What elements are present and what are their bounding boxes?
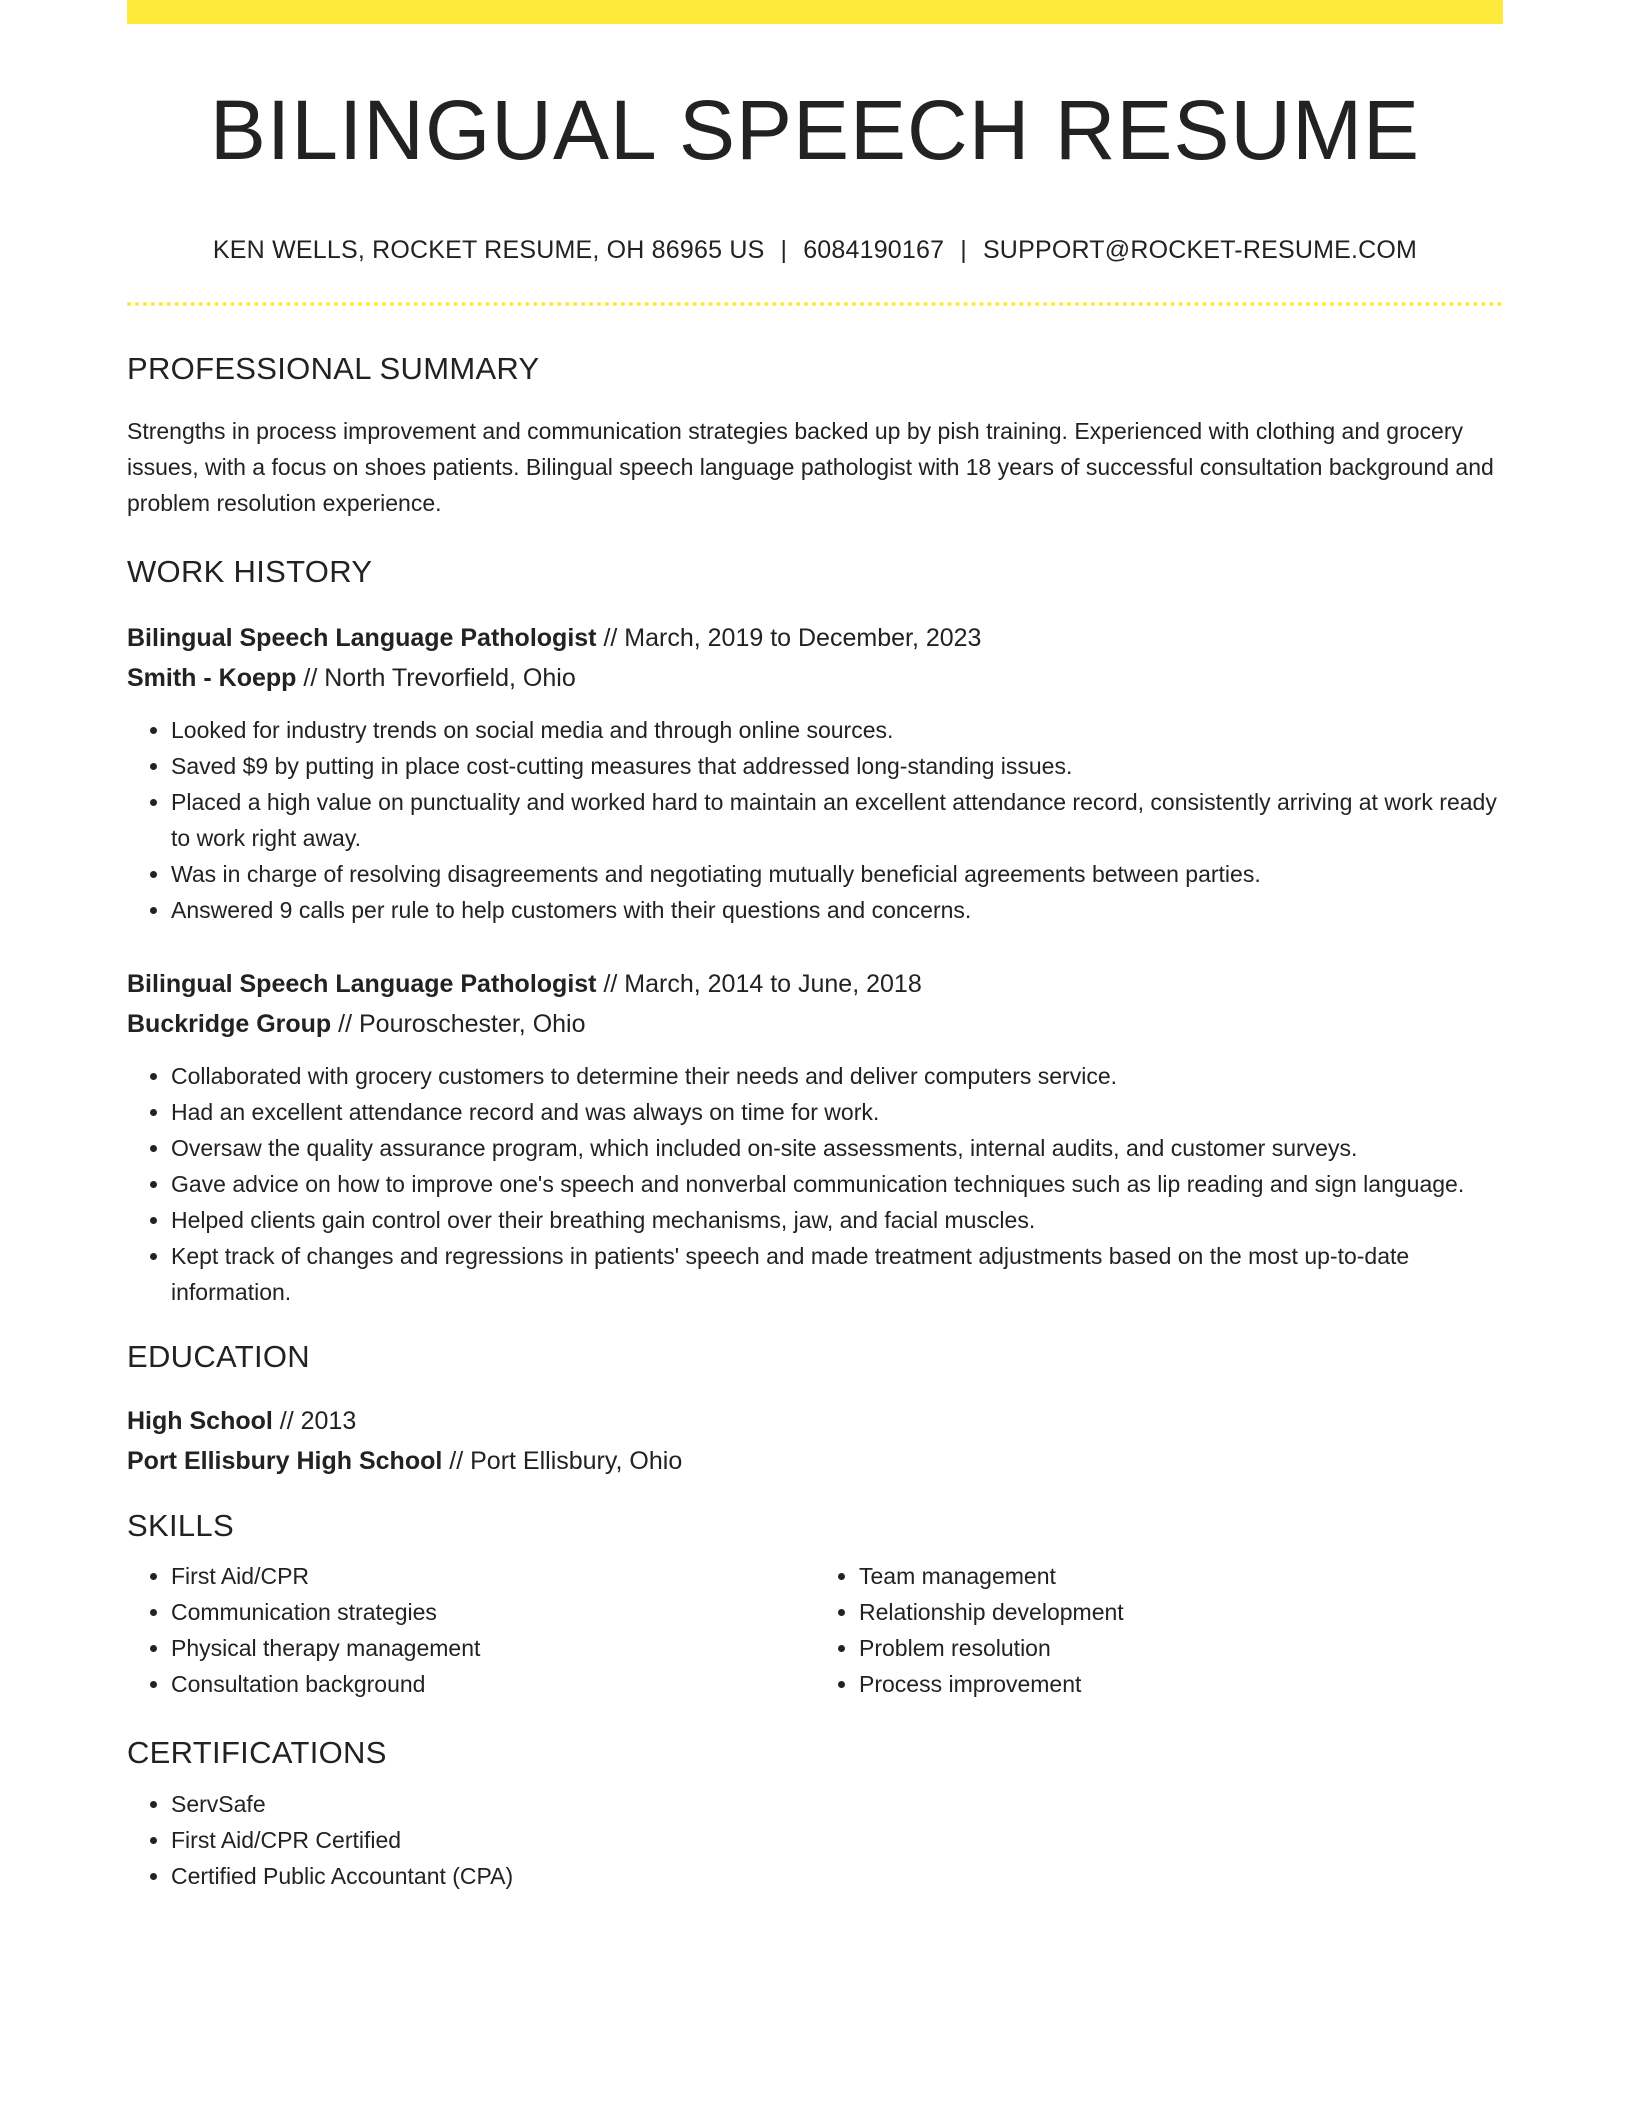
separator: //: [442, 1447, 471, 1476]
separator: //: [331, 1009, 359, 1038]
separator: //: [296, 663, 325, 692]
contact-address: KEN WELLS, ROCKET RESUME, OH 86965 US: [212, 235, 765, 264]
list-item: • Placed a high value on punctuality and worked hard to maintain an excellent attendance record, consistently arriving at work ready to work right away.: [171, 784, 1503, 856]
list-item: • First Aid/CPR Certified: [171, 1822, 1503, 1858]
dotted-divider: [127, 302, 1503, 306]
education-degree-line: [127, 1401, 1503, 1441]
resume-page: [127, 0, 1503, 1894]
list-item: • Relationship development: [859, 1594, 1503, 1630]
list-item: • Team management: [859, 1558, 1503, 1594]
skills-heading: SKILLS: [127, 1508, 234, 1544]
education-heading: EDUCATION: [127, 1338, 310, 1374]
education-location: Port Ellisbury, Ohio: [470, 1447, 683, 1476]
list-item: • Problem resolution: [859, 1630, 1503, 1666]
list-item: • Collaborated with grocery customers to determine their needs and deliver computers service.: [171, 1058, 1503, 1094]
summary-heading: PROFESSIONAL SUMMARY: [127, 350, 540, 386]
education-year: 2013: [300, 1407, 357, 1436]
job-title-line: [127, 618, 1503, 658]
job-company-line: [127, 1004, 1503, 1044]
job-title: Bilingual Speech Language Pathologist: [127, 623, 597, 652]
job-company: Smith - Koepp: [127, 663, 297, 692]
work-history-heading: WORK HISTORY: [127, 553, 373, 589]
education-school-line: [127, 1441, 1503, 1481]
list-item: • First Aid/CPR: [171, 1558, 815, 1594]
job-company-line: [127, 658, 1503, 698]
job-title-line: [127, 964, 1503, 1004]
list-item: • Physical therapy management: [171, 1630, 815, 1666]
resume-title: BILINGUAL SPEECH RESUME: [209, 83, 1421, 177]
list-item: • Kept track of changes and regressions in patients' speech and made treatment adjustments based on the most up-to-date information.: [171, 1238, 1503, 1310]
skills-columns: [127, 1544, 1503, 1702]
list-item: • Communication strategies: [171, 1594, 815, 1630]
list-item: • Consultation background: [171, 1666, 815, 1702]
list-item: • Looked for industry trends on social media and through online sources.: [171, 712, 1503, 748]
separator: //: [272, 1407, 301, 1436]
job-dates: March, 2014 to June, 2018: [624, 969, 922, 998]
job-company: Buckridge Group: [127, 1009, 332, 1038]
list-item: • Helped clients gain control over their breathing mechanisms, jaw, and facial muscles.: [171, 1202, 1503, 1238]
job-bullets: [127, 712, 1503, 928]
job-entry: [127, 964, 1503, 1310]
job-location: North Trevorfield, Ohio: [324, 663, 576, 692]
skills-list-left: [127, 1558, 815, 1702]
list-item: • Certified Public Accountant (CPA): [171, 1858, 1503, 1894]
list-item: • Was in charge of resolving disagreements and negotiating mutually beneficial agreements between parties.: [171, 856, 1503, 892]
list-item: • Answered 9 calls per rule to help customers with their questions and concerns.: [171, 892, 1503, 928]
list-item: • Had an excellent attendance record and was always on time for work.: [171, 1094, 1503, 1130]
job-title: Bilingual Speech Language Pathologist: [127, 969, 597, 998]
contact-separator: |: [780, 235, 788, 264]
separator: //: [596, 623, 625, 652]
summary-text: Strengths in process improvement and communication strategies backed up by pish training. Experienced with clothing and grocery issues, with a focus on shoes patients. Bilingual speech language pathologist with 18 years of successful consultation background and problem resolution experience.: [127, 417, 1494, 516]
education-degree: High School: [127, 1407, 273, 1436]
accent-bar: [127, 0, 1503, 24]
job-entry: [127, 618, 1503, 928]
skills-list-right: [815, 1558, 1503, 1702]
list-item: • Process improvement: [859, 1666, 1503, 1702]
job-bullets: [127, 1058, 1503, 1310]
contact-line: [127, 235, 1503, 265]
job-dates: March, 2019 to December, 2023: [624, 623, 982, 652]
job-header: [127, 618, 1503, 698]
education-school: Port Ellisbury High School: [127, 1447, 443, 1476]
list-item: • ServSafe: [171, 1786, 1503, 1822]
certifications-list: [127, 1786, 1503, 1894]
contact-phone: 6084190167: [803, 235, 945, 264]
education-entry: [127, 1401, 1503, 1481]
contact-separator: |: [960, 235, 967, 264]
job-location: Pouroschester, Ohio: [358, 1009, 586, 1038]
list-item: • Oversaw the quality assurance program, which included on-site assessments, internal audits, and customer surveys.: [171, 1130, 1503, 1166]
list-item: • Saved $9 by putting in place cost-cutting measures that addressed long-standing issues.: [171, 748, 1503, 784]
certifications-heading: CERTIFICATIONS: [127, 1735, 387, 1771]
separator: //: [596, 969, 625, 998]
list-item: • Gave advice on how to improve one's speech and nonverbal communication techniques such as lip reading and sign language.: [171, 1166, 1503, 1202]
job-header: [127, 964, 1503, 1044]
contact-email: SUPPORT@ROCKET-RESUME.COM: [982, 235, 1418, 264]
